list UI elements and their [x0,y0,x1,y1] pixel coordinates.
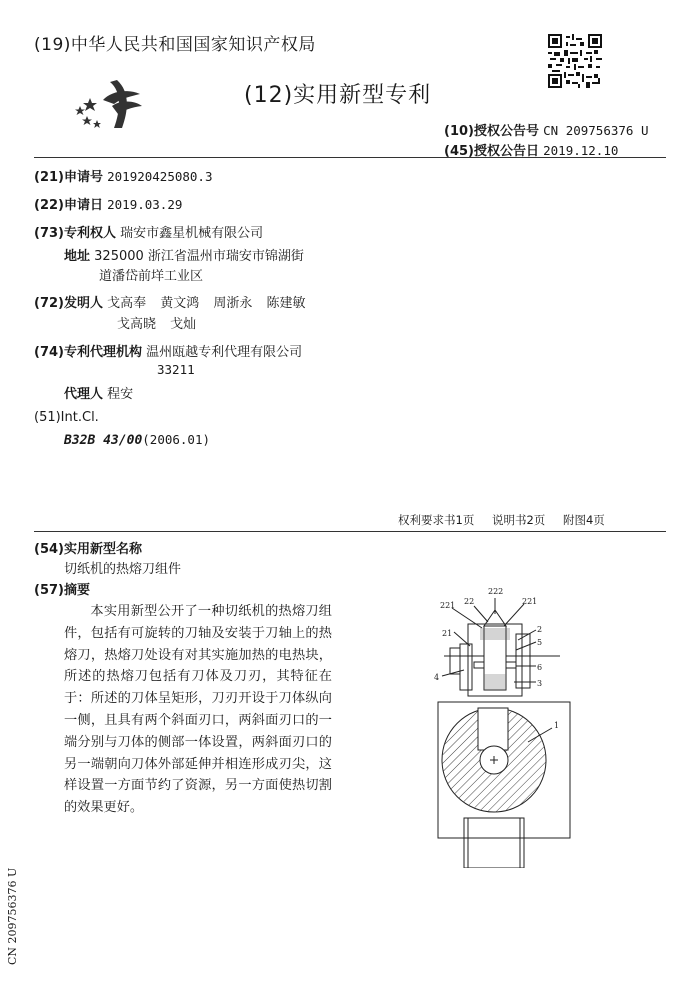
qr-code [548,34,602,88]
label-5: 5 [537,638,543,647]
intcl-date: (2006.01) [142,432,211,447]
section-divider [34,531,666,532]
agent-row [64,383,133,402]
address-row [64,245,304,264]
agent: 程安 [107,387,134,402]
description-pages: 说明书2页 [491,513,546,527]
application-date-row [34,194,182,213]
right-bracket [516,634,530,688]
label-221-left: 221 [440,601,456,610]
agency-code: 33211 [157,362,195,377]
issuing-office: (19)中华人民共和国国家知识产权局 [34,35,316,55]
label-22: 22 [464,597,475,606]
grant-pub-number: CN 209756376 U [543,123,649,138]
inventors-label: (72)发明人 [34,296,103,311]
inventors-line-1: 戈高奉 黄文鸿 周浙永 陈建敏 [107,296,306,311]
abstract-text: 本实用新型公开了一种切纸机的热熔刀组件，包括有可旋转的刀轴及安装于刀轴上的热熔刀，热熔刀处设有对其实施加热的电热块，所述的热熔刀包括有刀体及刀刃，其特征在于：所述的刀体呈矩形，刀刃开设于刀体纵向一侧，且具有两个斜面刃口，两斜面刃口的一端分别与刀体的侧部一体设置，两斜面刃口的另一端朝向刀体外部延伸并相连形成刃尖，这样设置一方面节约了资源，另一方面使热切割的效果更好。 [64,604,332,816]
patent-type-heading: (12)实用新型专利 [244,83,432,108]
abstract-label: (57)摘要 [34,583,90,598]
representative-drawing [424,578,584,868]
label-1: 1 [554,721,560,730]
label-221-right: 221 [522,597,538,606]
title-label: (54)实用新型名称 [34,542,142,557]
application-date-label: (22)申请日 [34,198,103,213]
agent-label: 代理人 [64,387,104,402]
side-patent-number: CN 209756376 U [6,867,19,965]
grant-pub-date: 2019.12.10 [543,143,619,158]
intcl-row [64,432,210,448]
label-21: 21 [442,629,453,638]
label-222: 222 [488,587,504,596]
label-2: 2 [537,625,543,634]
patentee-row [34,222,263,241]
claims-pages: 权利要求书1页 [398,513,475,527]
address-line-2: 道潘岱前垟工业区 [99,269,204,284]
patentee-label: (73)专利权人 [34,226,116,241]
grant-pub-number-row [444,120,648,139]
application-number-row [34,166,212,185]
grant-pub-number-label: (10)授权公告号 [444,124,539,139]
inventors-row [34,292,306,311]
address-label: 地址 [64,249,91,264]
intcl-label: (51)Int.Cl. [34,410,99,425]
address-line-1: 325000 浙江省温州市瑞安市锦湖街 [94,249,304,264]
agency-row [34,341,302,360]
agency-label: (74)专利代理机构 [34,345,142,360]
utility-model-title: 切纸机的热熔刀组件 [64,562,182,577]
label-6: 6 [537,663,543,672]
left-bracket [460,644,472,690]
application-number-label: (21)申请号 [34,170,103,185]
label-4: 4 [434,673,440,682]
base [464,818,524,868]
header-divider [34,157,666,158]
cnipa-emblem-icon [70,76,160,136]
agency: 温州瓯越专利代理有限公司 [146,345,303,360]
page-counts [398,512,619,528]
application-date: 2019.03.29 [107,197,183,212]
application-number: 201920425080.3 [107,169,213,184]
inventors-line-2: 戈高晓 戈灿 [117,317,197,332]
intcl-code: B32B 43/00 [64,433,143,448]
drawings-pages: 附图4页 [562,513,605,527]
label-3: 3 [537,679,543,688]
grant-pub-date-label: (45)授权公告日 [444,144,539,159]
bolt-head [450,648,460,674]
patentee: 瑞安市鑫星机械有限公司 [120,226,264,241]
